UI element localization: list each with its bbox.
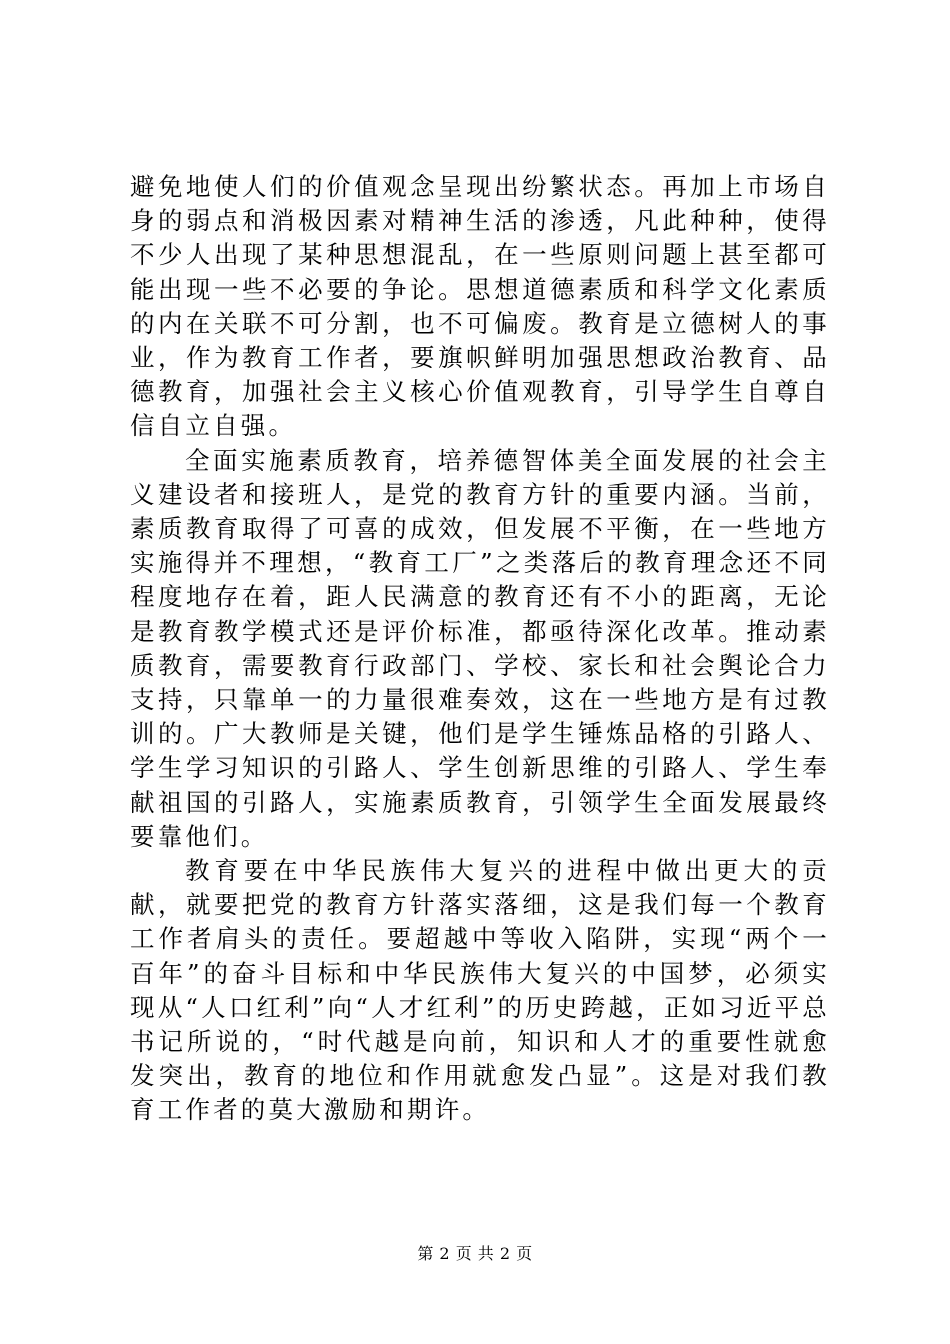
- document-body: [130, 170, 830, 1128]
- paragraph-education-policy: 教育要在中华民族伟大复兴的进程中做出更大的贡献，就要把党的教育方针落实落细，这是我们每一个教育工作者肩头的责任。要超越中等收入陷阱，实现“两个一百年”的奋斗目标和中华民族伟大复兴的中国梦，必须实现从“人口红利”向“人才红利”的历史跨越，正如习近平总书记所说的，“时代越是向前，知识和人才的重要性就愈发突出，教育的地位和作用就愈发凸显”。这是对我们教育工作者的莫大激励和期许。: [130, 856, 830, 1125]
- page-footer: 第 2 页 共 2 页: [417, 1244, 533, 1263]
- paragraph-quality-education: 全面实施素质教育，培养德智体美全面发展的社会主义建设者和接班人，是党的教育方针的重要内涵。当前，素质教育取得了可喜的成效，但发展不平衡，在一些地方实施得并不理想，“教育工厂”之类落后的教育理念还不同程度地存在着，距人民满意的教育还有不小的距离，无论是教育教学模式还是评价标准，都亟待深化改革。推动素质教育，需要教育行政部门、学校、家长和社会舆论合力支持，只靠单一的力量很难奏效，这在一些地方是有过教训的。广大教师是关键，他们是学生锤炼品格的引路人、学生学习知识的引路人、学生创新思维的引路人、学生奉献祖国的引路人，实施素质教育，引领学生全面发展最终要靠他们。: [130, 445, 830, 851]
- paragraph-continued: 避免地使人们的价值观念呈现出纷繁状态。再加上市场自身的弱点和消极因素对精神生活的渗透，凡此种种，使得不少人出现了某种思想混乱，在一些原则问题上甚至都可能出现一些不必要的争论。思想道德素质和科学文化素质的内在关联不可分割，也不可偏废。教育是立德树人的事业，作为教育工作者，要旗帜鲜明加强思想政治教育、品德教育，加强社会主义核心价值观教育，引导学生自尊自信自立自强。: [130, 172, 830, 441]
